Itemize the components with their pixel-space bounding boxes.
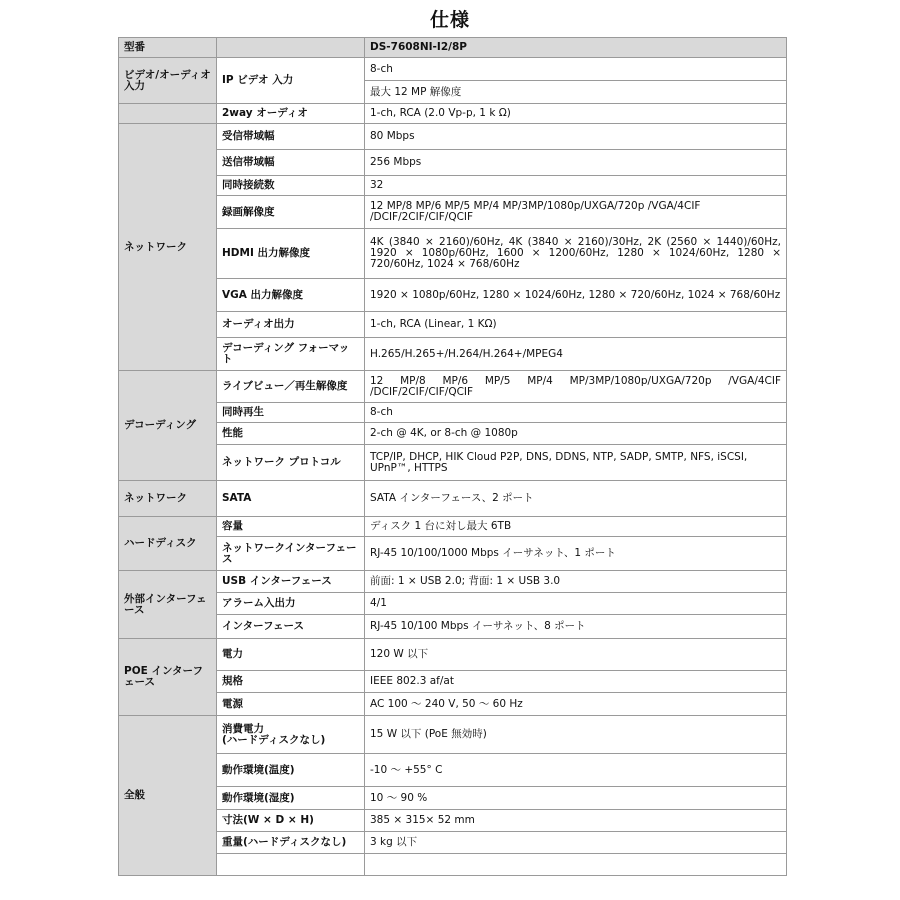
table-row <box>119 593 787 615</box>
table-row <box>119 787 787 810</box>
item-cell: 性能 <box>217 423 365 445</box>
value-cell: 10 ～ 90 % <box>365 787 787 810</box>
category-cell: POE インターフェース <box>119 639 217 716</box>
table-row <box>119 196 787 229</box>
item-cell: SATA <box>217 481 365 517</box>
item-cell: 電力 <box>217 639 365 671</box>
item-cell: 2way オーディオ <box>217 104 365 124</box>
value-cell: 12 MP/8 MP/6 MP/5 MP/4 MP/3MP/1080p/UXGA/720p /VGA/4CIF /DCIF/2CIF/CIF/QCIF <box>365 196 787 229</box>
value-cell: 1-ch, RCA (2.0 Vp-p, 1 k Ω) <box>365 104 787 124</box>
item-cell: 消費電力 (ハードディスクなし) <box>217 716 365 754</box>
item-cell: ライブビュー／再生解像度 <box>217 371 365 403</box>
value-cell <box>365 854 787 876</box>
item-cell: アラーム入出力 <box>217 593 365 615</box>
item-cell: インターフェース <box>217 615 365 639</box>
table-row <box>119 58 787 81</box>
category-cell: 全般 <box>119 716 217 876</box>
table-row <box>119 571 787 593</box>
value-cell: AC 100 ～ 240 V, 50 ～ 60 Hz <box>365 693 787 716</box>
item-cell: HDMI 出力解像度 <box>217 229 365 279</box>
value-cell: 12 MP/8 MP/6 MP/5 MP/4 MP/3MP/1080p/UXGA/720p /VGA/4CIF /DCIF/2CIF/CIF/QCIF <box>365 371 787 403</box>
value-cell: 3 kg 以下 <box>365 832 787 854</box>
value-cell: 1920 × 1080p/60Hz, 1280 × 1024/60Hz, 1280 × 720/60Hz, 1024 × 768/60Hz <box>365 279 787 312</box>
item-cell: 動作環境(温度) <box>217 754 365 787</box>
value-cell: RJ-45 10/100/1000 Mbps イーサネット、1 ポート <box>365 537 787 571</box>
item-cell: 電源 <box>217 693 365 716</box>
category-cell: デコーディング <box>119 371 217 481</box>
value-cell: 最大 12 MP 解像度 <box>365 81 787 104</box>
table-row <box>119 639 787 671</box>
item-cell: デコーディング フォーマット <box>217 338 365 371</box>
value-cell: IEEE 802.3 af/at <box>365 671 787 693</box>
value-cell: -10 ～ +55° C <box>365 754 787 787</box>
table-row <box>119 671 787 693</box>
value-cell: 8-ch <box>365 58 787 81</box>
table-row <box>119 693 787 716</box>
table-row <box>119 854 787 876</box>
item-cell: 重量(ハードディスクなし) <box>217 832 365 854</box>
spec-table <box>118 37 787 876</box>
table-row <box>119 832 787 854</box>
header-empty-cell <box>217 38 365 58</box>
value-cell: 2-ch @ 4K, or 8-ch @ 1080p <box>365 423 787 445</box>
table-row <box>119 312 787 338</box>
table-row <box>119 150 787 176</box>
item-cell <box>217 854 365 876</box>
item-cell: 受信帯域幅 <box>217 124 365 150</box>
value-cell: 256 Mbps <box>365 150 787 176</box>
category-cell: ビデオ/オーディオ入力 <box>119 58 217 104</box>
item-cell: IP ビデオ 入力 <box>217 58 365 104</box>
value-cell: 8-ch <box>365 403 787 423</box>
item-cell: 録画解像度 <box>217 196 365 229</box>
table-row <box>119 371 787 403</box>
table-row <box>119 338 787 371</box>
value-cell: TCP/IP, DHCP, HIK Cloud P2P, DNS, DDNS, NTP, SADP, SMTP, NFS, iSCSI, UPnP™, HTTPS <box>365 445 787 481</box>
value-cell: ディスク 1 台に対し最大 6TB <box>365 517 787 537</box>
value-cell: SATA インターフェース、2 ポート <box>365 481 787 517</box>
item-cell: VGA 出力解像度 <box>217 279 365 312</box>
item-cell: 規格 <box>217 671 365 693</box>
table-row <box>119 445 787 481</box>
value-cell: H.265/H.265+/H.264/H.264+/MPEG4 <box>365 338 787 371</box>
value-cell: 4K (3840 × 2160)/60Hz, 4K (3840 × 2160)/30Hz, 2K (2560 × 1440)/60Hz, 1920 × 1080p/60Hz, 1600 × 1200/60Hz, 1280 × 1024/60Hz, 1280 × 720/60Hz, 1024 × 768/60Hz <box>365 229 787 279</box>
item-cell: オーディオ出力 <box>217 312 365 338</box>
model-number-cell: DS-7608NI-I2/8P <box>365 38 787 58</box>
table-row <box>119 517 787 537</box>
value-cell: 80 Mbps <box>365 124 787 150</box>
value-cell: 前面: 1 × USB 2.0; 背面: 1 × USB 3.0 <box>365 571 787 593</box>
page-title: 仕様 <box>429 9 470 31</box>
table-row <box>119 423 787 445</box>
category-cell <box>119 104 217 124</box>
table-row <box>119 104 787 124</box>
category-cell: 外部インターフェース <box>119 571 217 639</box>
category-cell: ネットワーク <box>119 124 217 371</box>
table-row <box>119 481 787 517</box>
table-row <box>119 124 787 150</box>
table-row <box>119 403 787 423</box>
category-cell: ハードディスク <box>119 517 217 571</box>
value-cell: 120 W 以下 <box>365 639 787 671</box>
item-cell: 容量 <box>217 517 365 537</box>
item-cell: 動作環境(湿度) <box>217 787 365 810</box>
item-cell: ネットワーク プロトコル <box>217 445 365 481</box>
value-cell: 15 W 以下 (PoE 無効時) <box>365 716 787 754</box>
item-cell: 寸法(W × D × H) <box>217 810 365 832</box>
table-row <box>119 615 787 639</box>
table-row <box>119 176 787 196</box>
value-cell: 1-ch, RCA (Linear, 1 KΩ) <box>365 312 787 338</box>
table-row <box>119 229 787 279</box>
value-cell: 385 × 315× 52 mm <box>365 810 787 832</box>
item-cell: 同時再生 <box>217 403 365 423</box>
category-cell: ネットワーク <box>119 481 217 517</box>
item-cell: 送信帯域幅 <box>217 150 365 176</box>
item-cell: 同時接続数 <box>217 176 365 196</box>
model-label-cell: 型番 <box>119 38 217 58</box>
table-row <box>119 810 787 832</box>
table-row <box>119 537 787 571</box>
item-cell: USB インターフェース <box>217 571 365 593</box>
table-row <box>119 279 787 312</box>
item-cell: ネットワークインターフェース <box>217 537 365 571</box>
value-cell: 32 <box>365 176 787 196</box>
table-row <box>119 754 787 787</box>
value-cell: RJ-45 10/100 Mbps イーサネット、8 ポート <box>365 615 787 639</box>
value-cell: 4/1 <box>365 593 787 615</box>
table-header-row <box>119 38 787 58</box>
table-row <box>119 716 787 754</box>
